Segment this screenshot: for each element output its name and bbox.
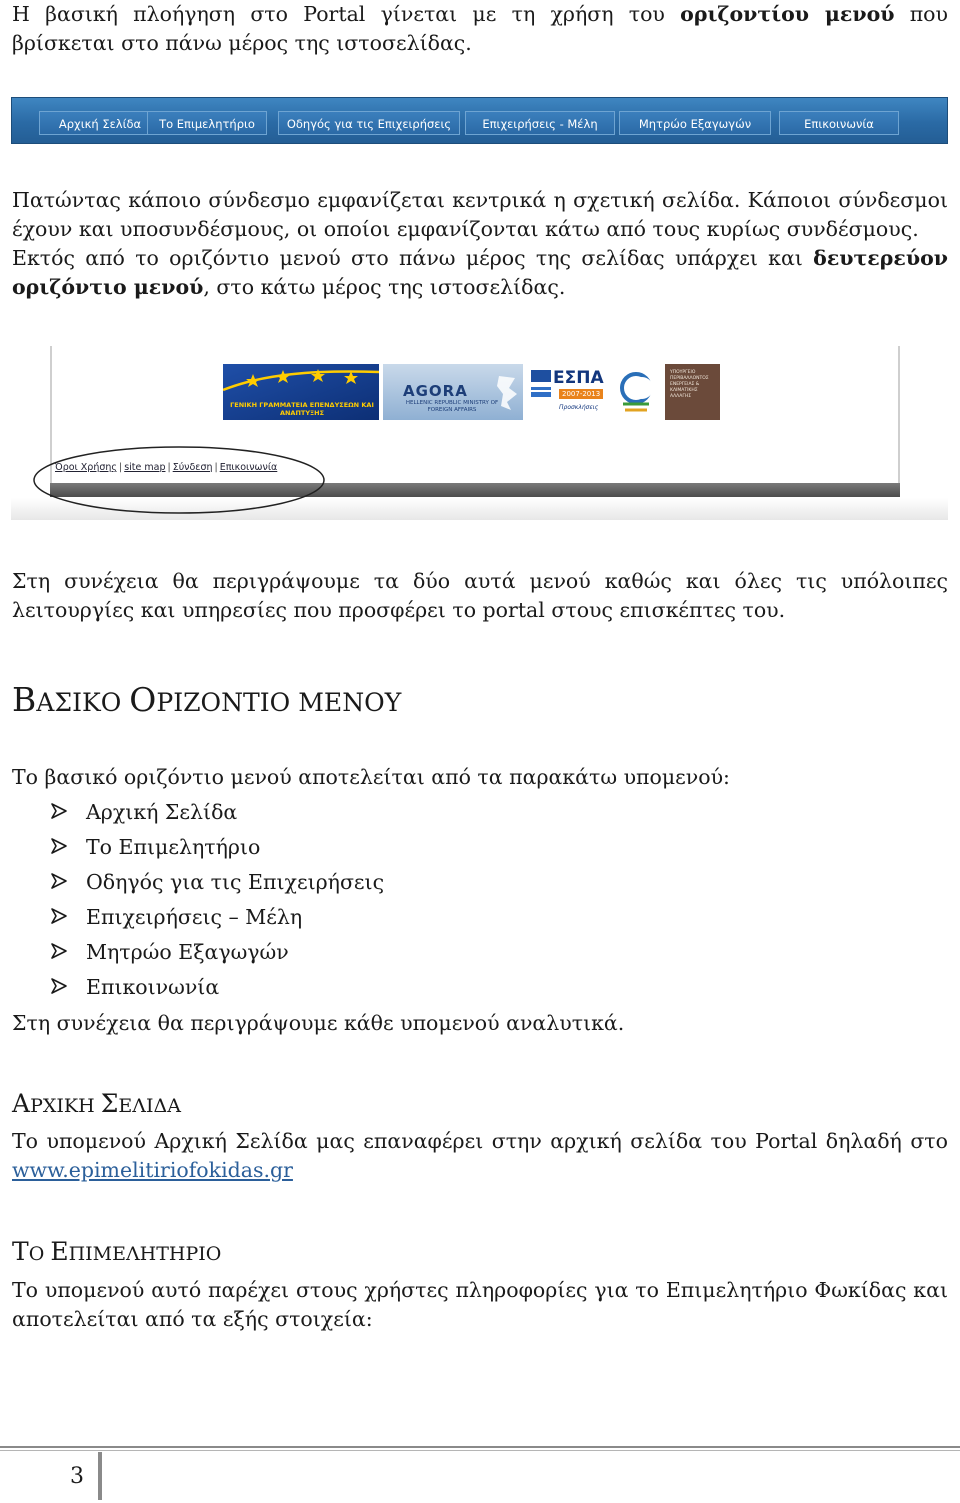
heading-capital: Α bbox=[12, 1089, 31, 1118]
heading-capital: Ε bbox=[50, 1237, 69, 1266]
home-page-heading bbox=[12, 1089, 181, 1121]
agora-logo-subtitle: HELLENIC REPUBLIC MINISTRY OF FOREIGN AFFAIRS bbox=[405, 400, 499, 413]
menu-item-label: Μητρώο Εξαγωγών bbox=[638, 117, 752, 131]
list-item-label: Επικοινωνία bbox=[86, 975, 220, 999]
gg-logo-text: ΓΕΝΙΚΗ ΓΡΑΜΜΑΤΕΙΑ ΕΠΕΝΔΥΣΕΩΝ ΚΑΙ ΑΝΑΠΤΥΞΗΣ bbox=[230, 401, 374, 417]
arrow-bullet-icon bbox=[50, 977, 68, 995]
ministry-logo-text: ΥΠΟΥΡΓΕΙΟ ΠΕΡΙΒΑΛΛΟΝΤΟΣ ΕΝΕΡΓΕΙΑΣ & ΚΛΙΜΑΤΙΚΗΣ ΑΛΛΑΓΗΣ bbox=[670, 370, 709, 399]
list-item bbox=[12, 797, 384, 832]
home-page-paragraph bbox=[12, 1127, 948, 1185]
eu-stars-icon bbox=[223, 368, 379, 394]
submenu-outro: Στη συνέχεια θα περιγράψουμε κάθε υπομενού αναλυτικά. bbox=[12, 1011, 625, 1035]
heading-rest: ΠΙΜΕΛΗΤΗΡΙΟ bbox=[68, 1243, 222, 1265]
links-description-text: Πατώντας κάποιο σύνδεσμο εμφανίζεται κεντρικά η σχετική σελίδα. Κάποιοι σύνδεσμοι έχουν και υποσυνδέσμους, οι οποίοι εμφανίζονται κάτω από τους κυρίως συνδέσμους. bbox=[12, 188, 948, 241]
heading-rest: ΑΣΙΚΟ bbox=[36, 688, 130, 717]
menu-item-contact[interactable] bbox=[779, 111, 899, 135]
intro-text-end: που βρίσκεται στο πάνω μέρος της ιστοσελίδας. bbox=[12, 2, 948, 55]
crescent-emblem-icon bbox=[615, 364, 657, 420]
arrow-bullet-icon bbox=[50, 802, 68, 820]
ministry-environment-logo[interactable] bbox=[665, 364, 720, 420]
list-item bbox=[12, 867, 384, 902]
secondary-link-sitemap[interactable]: site map bbox=[124, 462, 166, 473]
secondary-menu-text-end: , στο κάτω μέρος της ιστοσελίδας. bbox=[203, 275, 566, 299]
secondary-link-contact[interactable]: Επικοινωνία bbox=[219, 462, 278, 473]
menu-item-label: Αρχική Σελίδα bbox=[58, 117, 142, 131]
heading-rest: Ο bbox=[28, 1243, 51, 1265]
menu-item-export-registry[interactable] bbox=[619, 111, 771, 135]
secondary-menu-bold-text: δευτερεύον οριζόντιο μενού bbox=[12, 246, 948, 299]
agora-logo-word: AGORA bbox=[403, 382, 468, 400]
heading-capital: Τ bbox=[12, 1237, 29, 1266]
heading-capital: Σ bbox=[100, 1089, 119, 1118]
espa-logo[interactable] bbox=[529, 364, 611, 420]
menu-item-home[interactable] bbox=[39, 111, 161, 135]
heading-rest: ΕΛΙΔΑ bbox=[118, 1095, 181, 1117]
list-item bbox=[12, 832, 384, 867]
secondary-link-terms[interactable]: Όροι Χρήσης bbox=[55, 462, 117, 473]
list-item-label: Αρχική Σελίδα bbox=[86, 800, 238, 824]
espa-flags-icon bbox=[531, 370, 553, 410]
home-page-text: Το υπομενού Αρχική Σελίδα μας επαναφέρει στην αρχική σελίδα του Portal δηλαδή στο bbox=[12, 1129, 948, 1153]
crescent-logo[interactable] bbox=[615, 364, 657, 420]
page-number: 3 bbox=[70, 1464, 84, 1489]
espa-logo-word: ΕΣΠΑ bbox=[553, 368, 604, 388]
chamber-paragraph: Το υπομενού αυτό παρέχει στους χρήστες πληροφορίες για το Επιμελητήριο Φωκίδας και αποτελείται από τα εξής στοιχεία: bbox=[12, 1278, 948, 1331]
heading-rest: ΡΙΖΟΝΤΙΟ bbox=[156, 688, 299, 717]
menu-item-label: Επιχειρήσεις - Μέλη bbox=[482, 117, 598, 131]
heading-capital: Ο bbox=[129, 680, 157, 719]
arrow-bullet-icon bbox=[50, 907, 68, 925]
intro-bold-text: οριζοντίου μενού bbox=[680, 2, 895, 26]
website-link[interactable]: www.epimelitiriofokidas.gr bbox=[12, 1158, 293, 1182]
highlight-ellipse bbox=[31, 444, 327, 516]
top-menu-screenshot bbox=[11, 97, 948, 144]
arrow-bullet-icon bbox=[50, 837, 68, 855]
arrow-bullet-icon bbox=[50, 872, 68, 890]
menu-item-chamber[interactable] bbox=[147, 111, 267, 135]
agora-logo[interactable] bbox=[383, 364, 523, 420]
page-number-divider bbox=[98, 1452, 102, 1500]
heading-rest: ΡΧΙΚΗ bbox=[30, 1095, 101, 1117]
menu-separator: | bbox=[167, 462, 171, 473]
gg-investments-logo[interactable] bbox=[223, 364, 379, 420]
menu-item-business-guide[interactable] bbox=[278, 111, 460, 135]
submenu-intro: Το βασικό οριζόντιο μενού αποτελείται από τα παρακάτω υπομενού: bbox=[12, 765, 730, 789]
menu-separator: | bbox=[214, 462, 218, 473]
espa-logo-subtitle: Προσκλήσεις bbox=[559, 404, 599, 411]
list-item bbox=[12, 937, 384, 972]
chamber-heading bbox=[12, 1237, 221, 1269]
footer-rule bbox=[0, 1446, 960, 1448]
list-item-label: Επιχειρήσεις – Μέλη bbox=[86, 905, 303, 929]
espa-logo-years: 2007-2013 bbox=[559, 389, 603, 399]
menu-item-label: Το Επιμελητήριο bbox=[159, 117, 255, 131]
intro-text: Η βασική πλοήγηση στο Portal γίνεται με τη χρήση του bbox=[12, 2, 681, 26]
arrow-bullet-icon bbox=[50, 942, 68, 960]
heading-rest: ΜΕΝΟΥ bbox=[298, 688, 402, 717]
list-item bbox=[12, 902, 384, 937]
list-item-label: Μητρώο Εξαγωγών bbox=[86, 940, 289, 964]
continuation-paragraph: Στη συνέχεια θα περιγράψουμε τα δύο αυτά μενού καθώς και όλες τις υπόλοιπες λειτουργίες και υπηρεσίες που προσφέρει το portal στους επισκέπτες του. bbox=[12, 569, 948, 622]
list-item bbox=[12, 972, 384, 1007]
main-menu-heading bbox=[12, 680, 401, 723]
footer-rule-thin bbox=[0, 1450, 960, 1451]
menu-separator: | bbox=[118, 462, 123, 473]
list-item-label: Οδηγός για τις Επιχειρήσεις bbox=[86, 870, 385, 894]
menu-item-businesses-members[interactable] bbox=[465, 111, 615, 135]
menu-item-label: Επικοινωνία bbox=[804, 117, 874, 131]
footer-screenshot bbox=[11, 346, 948, 526]
menu-item-label: Οδηγός για τις Επιχειρήσεις bbox=[286, 117, 452, 131]
submenu-list bbox=[12, 797, 384, 1007]
greece-map-icon bbox=[495, 372, 521, 412]
intro-paragraph bbox=[12, 0, 948, 58]
list-item-label: Το Επιμελητήριο bbox=[86, 835, 261, 859]
heading-capital: Β bbox=[12, 680, 37, 719]
menu-description-paragraph bbox=[12, 186, 948, 302]
secondary-link-login[interactable]: Σύνδεση bbox=[172, 462, 213, 473]
secondary-menu-text: Εκτός από το οριζόντιο μενού στο πάνω μέρος της σελίδας υπάρχει και bbox=[12, 246, 814, 270]
